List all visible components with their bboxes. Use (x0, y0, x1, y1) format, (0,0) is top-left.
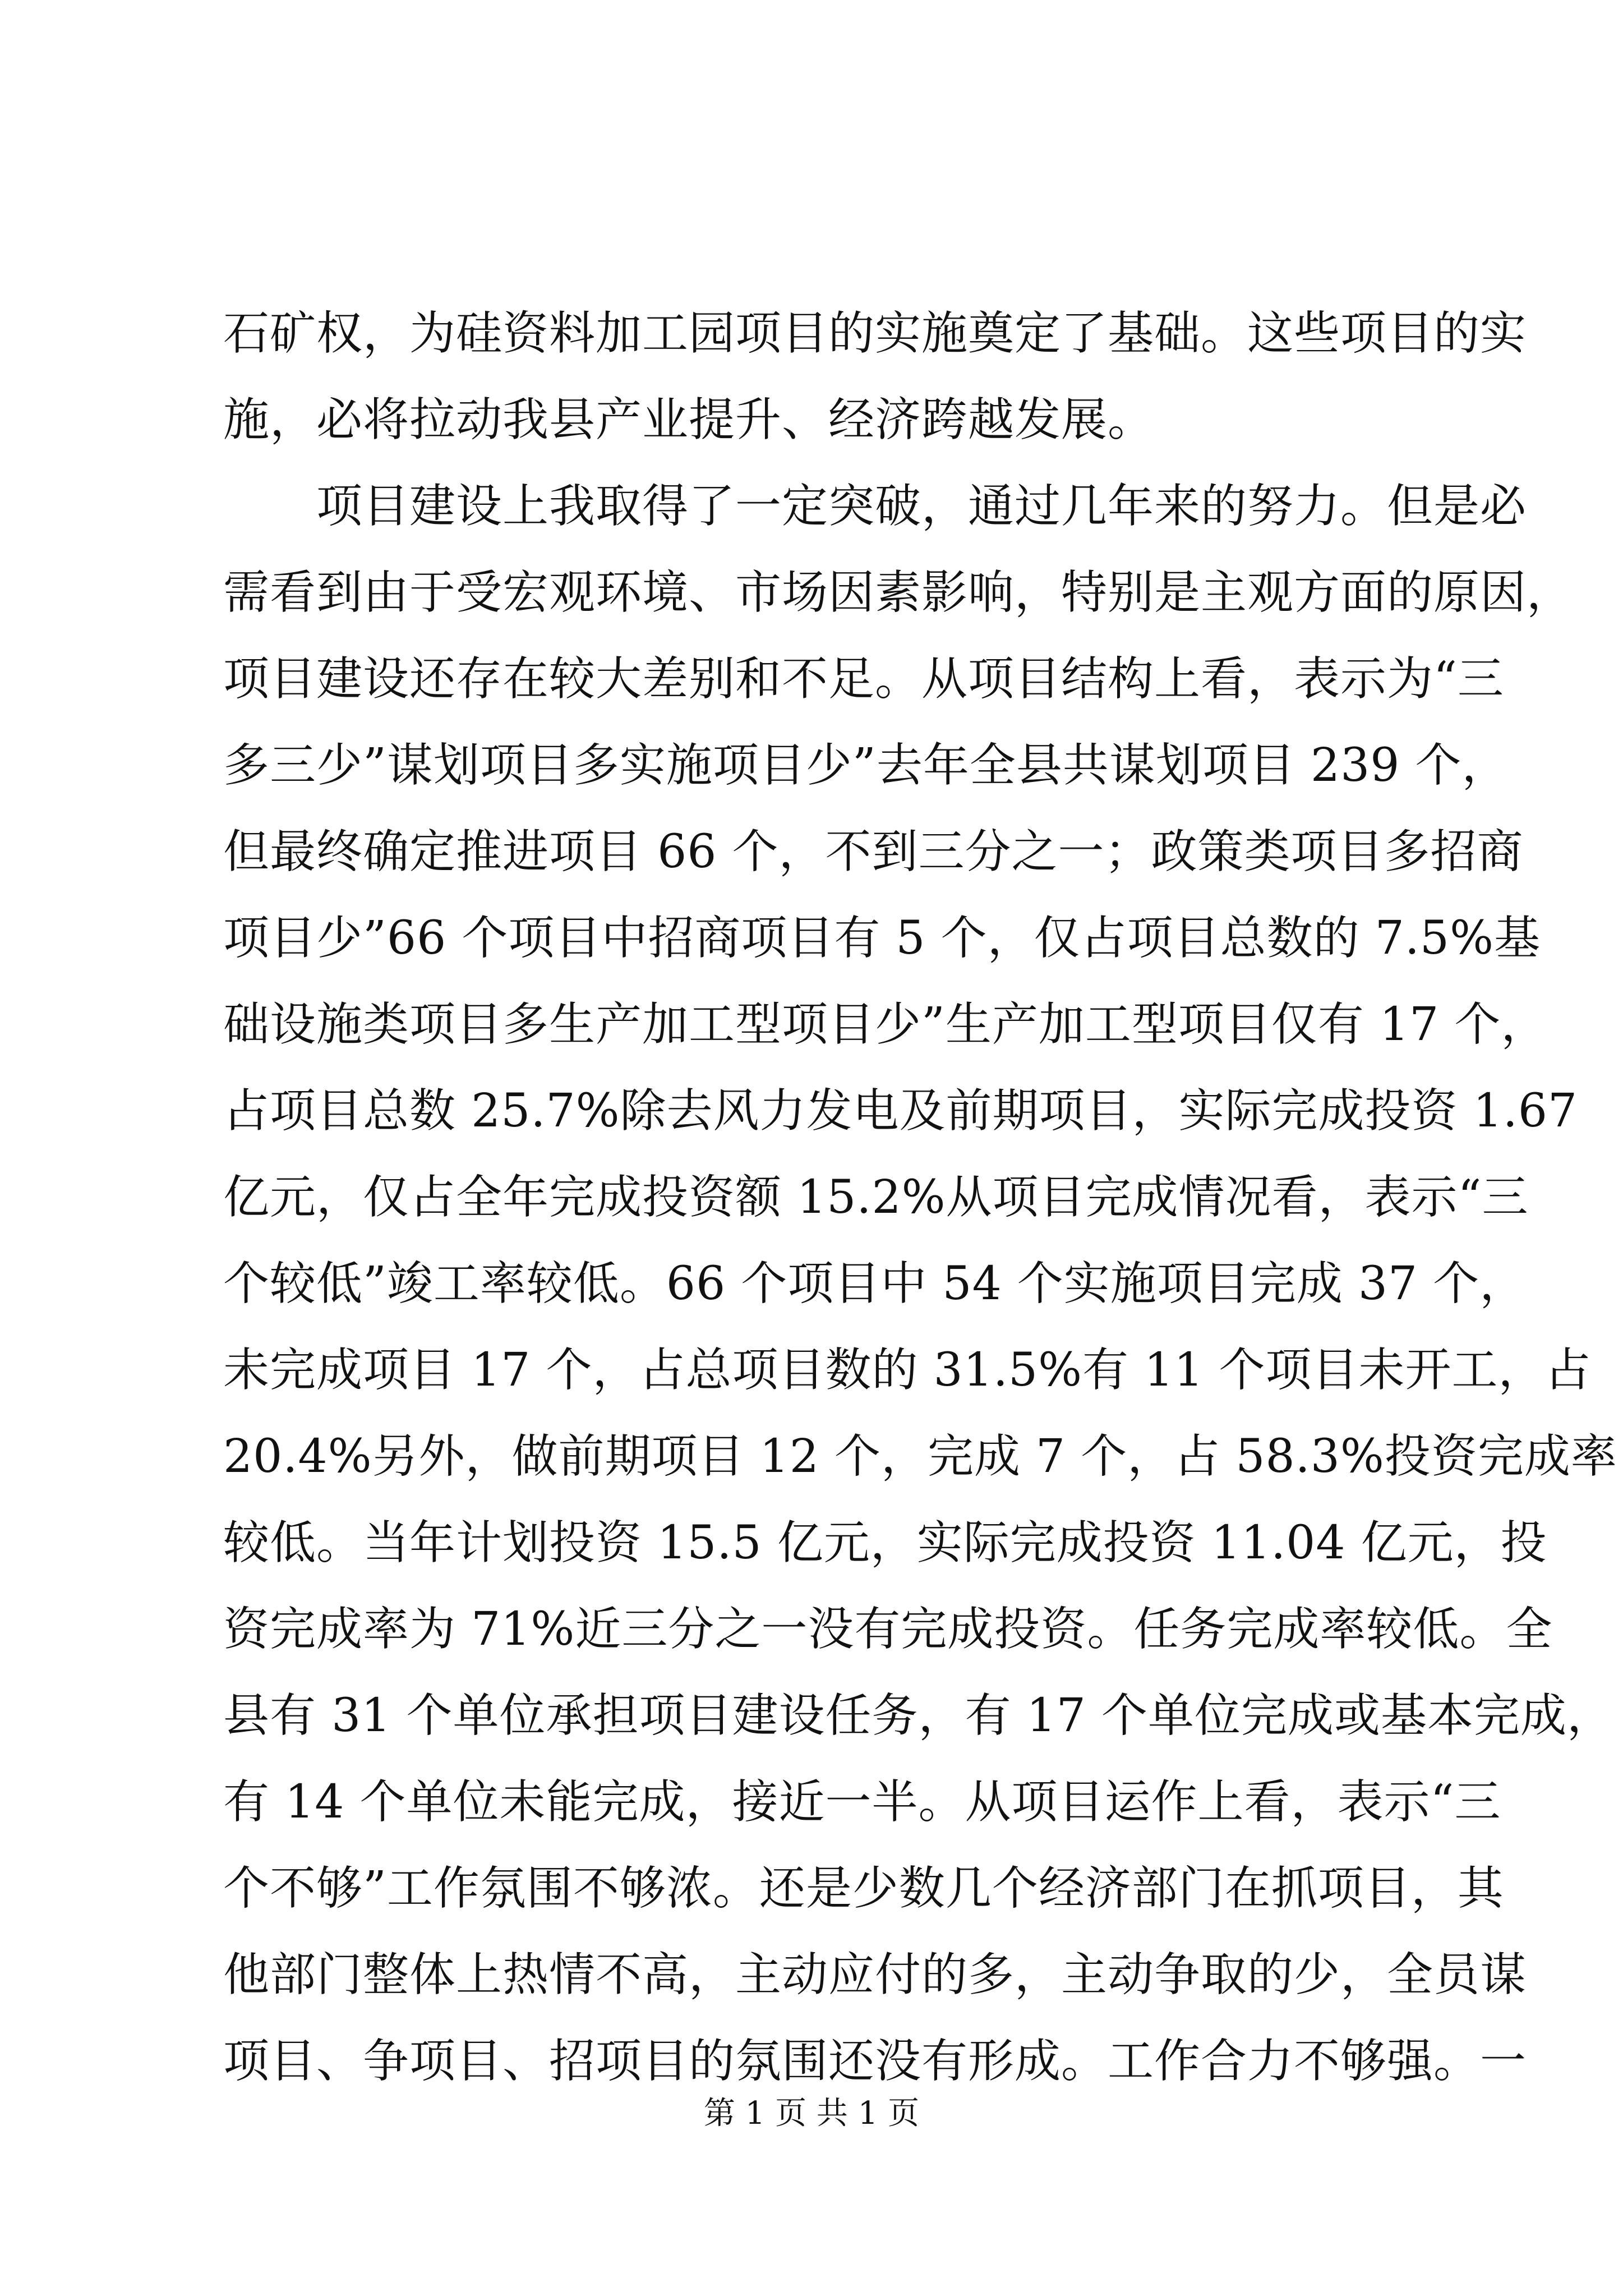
text-line: 多三少”谋划项目多实施项目少”去年全县共谋划项目 239 个， (223, 739, 1509, 792)
text-line: 20.4%另外，做前期项目 12 个，完成 7 个，占 58.3%投资完成率 (223, 1430, 1617, 1483)
text-line: 县有 31 个单位承担项目建设任务，有 17 个单位完成或基本完成， (223, 1689, 1613, 1742)
text-line: 个较低”竣工率较低。66 个项目中 54 个实施项目完成 37 个， (223, 1257, 1527, 1310)
text-line: 但最终确定推进项目 66 个，不到三分之一；政策类项目多招商 (223, 825, 1524, 878)
text-line: 施，必将拉动我县产业提升、经济跨越发展。 (223, 393, 1155, 447)
text-line: 有 14 个单位未能完成，接近一半。从项目运作上看，表示“三 (223, 1775, 1501, 1829)
page-number-label: 第 1 页 共 1 页 (703, 2095, 920, 2132)
text-line: 项目、争项目、招项目的氛围还没有形成。工作合力不够强。一 (223, 2035, 1527, 2088)
text-line: 未完成项目 17 个，占总项目数的 31.5%有 11 个项目未开工，占 (223, 1343, 1592, 1397)
text-line: 项目建设还存在较大差别和不足。从项目结构上看，表示为“三 (223, 652, 1504, 706)
page-footer (0, 2091, 1623, 2136)
text-line: 石矿权，为硅资料加工园项目的实施奠定了基础。这些项目的实 (223, 307, 1527, 360)
text-line: 资完成率为 71%近三分之一没有完成投资。任务完成率较低。全 (223, 1603, 1553, 1656)
text-line: 个不够”工作氛围不够浓。还是少数几个经济部门在抓项目，其 (223, 1862, 1504, 1915)
text-line: 他部门整体上热情不高，主动应付的多，主动争取的少，全员谋 (223, 1948, 1527, 2001)
body-text (223, 291, 1617, 2105)
text-line: 项目建设上我取得了一定突破，通过几年来的努力。但是必 (223, 480, 1527, 533)
text-line: 需看到由于受宏观环境、市场因素影响，特别是主观方面的原因， (223, 566, 1574, 619)
text-line: 亿元，仅占全年完成投资额 15.2%从项目完成情况看，表示“三 (223, 1171, 1529, 1224)
text-line: 占项目总数 25.7%除去风力发电及前期项目，实际完成投资 1.67 (223, 1084, 1578, 1138)
text-line: 项目少”66 个项目中招商项目有 5 个，仅占项目总数的 7.5%基 (223, 912, 1541, 965)
text-line: 较低。当年计划投资 15.5 亿元，实际完成投资 11.04 亿元，投 (223, 1516, 1547, 1570)
text-line: 础设施类项目多生产加工型项目少”生产加工型项目仅有 17 个， (223, 998, 1548, 1051)
